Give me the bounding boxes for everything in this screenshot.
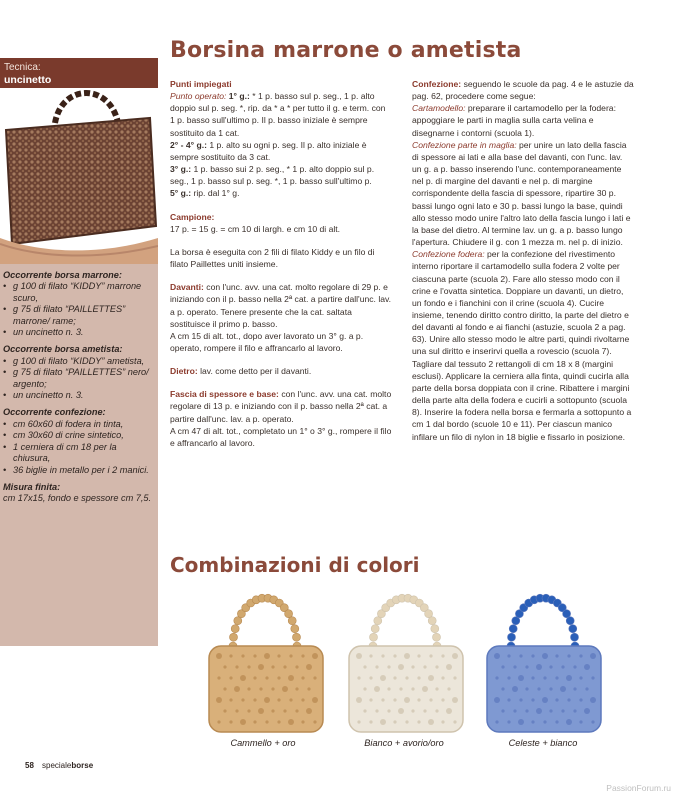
sequin [579,698,582,701]
list-item: • un uncinetto n. 3. [3,327,155,338]
list-item: • g 100 di filato “KIDDY” marrone scuro, [3,281,155,304]
punto-operato-row-3 [170,163,392,187]
sequin [411,665,414,668]
dietro-paragraph [170,365,392,377]
sequin [585,687,588,690]
sequin [518,675,524,681]
sequin [543,676,546,679]
sequin [264,697,270,703]
sequin [519,698,522,701]
sequin [265,676,268,679]
sequin [501,709,504,712]
sequin [531,698,534,701]
sequin [380,719,386,725]
sequin [307,687,310,690]
sequin [271,687,274,690]
sequin [381,654,384,657]
sequin [363,665,366,668]
sequin [452,653,458,659]
sequin [513,709,516,712]
sequin [393,720,396,723]
bag-illustration [349,594,463,732]
sequin [241,698,244,701]
sequin [494,697,500,703]
punti-heading: Punti impiegati [170,79,232,89]
sequin [494,653,500,659]
sequin [537,687,540,690]
caption-cammello: Cammello + oro [230,738,296,748]
bead [293,633,301,641]
campione-heading: Campione: [170,211,215,222]
combinazioni-title: Combinazioni di colori [170,553,420,577]
bead [428,617,436,625]
sequin [288,719,294,725]
sequin [399,687,402,690]
misura-text: cm 17x15, fondo e spessore cm 7,5. [3,493,152,504]
punto-operato-row-1 [170,90,392,139]
sequin [393,698,396,701]
sequin [531,676,534,679]
sequin [555,654,558,657]
sequin [295,687,298,690]
sequin [277,720,280,723]
bead [370,633,378,641]
sequin [404,653,410,659]
intro-text: La borsa è eseguita con 2 fili di filato Kiddy e un filo di filato Paillettes uniti insieme. [170,246,375,270]
sequin [240,719,246,725]
sequin [566,675,572,681]
sequin [235,709,238,712]
confezione-label: Confezione: [412,79,462,89]
list-item: • cm 30x60 di crine sintetico, [3,430,155,441]
caption-celeste: Celeste + bianco [508,738,578,748]
sequin [531,654,534,657]
sequin [452,697,458,703]
sequin [241,654,244,657]
g24-label: 2° - 4° g.: [170,139,207,150]
sequin [258,708,264,714]
page-number: 58 [25,761,34,770]
cartamodello-paragraph [412,102,634,138]
sequin [282,686,288,692]
dietro-label: Dietro: [170,366,198,377]
bead [508,633,516,641]
sequin [312,697,318,703]
sequin [555,676,558,679]
sequin [216,653,222,659]
sequin [591,676,594,679]
bead [569,625,577,633]
bead [371,625,379,633]
sequin [441,698,444,701]
sequin [247,665,250,668]
sequin [283,665,286,668]
sequin [513,665,516,668]
sequin [507,654,510,657]
sequin [234,686,240,692]
g3-text: 1 p. basso sui 2 p. seg., * 1 p. alto doppio sul p. seg., 1 p. basso sul p. seg. *, 1 p. basso sull'ultimo p. [170,164,375,187]
sequin [495,676,498,679]
sequin [380,675,386,681]
g24-text: 1 p. alto su ogni p. seg. Il p. alto iniziale è sempre sostituito da 3 cat. [170,139,367,162]
sequin [306,708,312,714]
sequin [387,709,390,712]
list-item: • cm 60x60 di fodera in tinta, [3,419,155,430]
fodera-text: per la confezione del rivestimento interno riportare il cartamodello sulla fodera 2 volte per ciascuna parte (scuola 2). Fare allo stesso modo con il crine e l'ovatta sintetica. Doppiare un davanti, un dietro, un fondo e i fianchini con il crine (scuola 4). Cucire insieme, tenendo diritto contro diritto, la parte del dietro e del davanti al fondo e ai fianchi (astuzie, scuola 2 a pag. 63). Unire allo stesso modo le altre parti, quindi rivoltarne una sul diritto e inserirvi quella a rovescio (scuola 7). Tagliare dal tessuto 2 rettangoli di cm 18 x 8 (margini esclusi). Applicare la cerniera alla finta, quindi cucirla alla parte della borsa doppiata con il crine. Ribattere i margini della parte alta della fodera e cucirli a sottopunto (scuola 8). Inserire la fodera nella borsa e fermarla a sottopunto a cm 1 dal bordo (scuole 10 e 11). Per ciascun manico infilare un filo di nylon in 18 biglie e fissarlo in posizione. [412,249,632,442]
sequin [579,654,582,657]
sequin [590,697,596,703]
sequin [405,676,408,679]
parte-maglia-label: Confezione parte in maglia: [412,139,517,150]
bead [509,625,517,633]
sequin [584,664,590,670]
sequin [277,654,280,657]
sequin [518,719,524,725]
sequin [223,665,226,668]
sequin [369,720,372,723]
fascia-label: Fascia di spessore e base: [170,389,279,400]
sequin [229,676,232,679]
sequin [223,687,226,690]
davanti-paragraph [170,281,392,330]
punto-operato-label: Punto operato: [170,91,227,102]
confezione-paragraph [412,78,634,102]
sequin [363,687,366,690]
bag-photo [0,88,158,264]
instructions-column-1 [170,78,392,449]
sequin [381,698,384,701]
list-item: • g 100 di filato “KIDDY” ametista, [3,356,155,367]
sequin [271,709,274,712]
sequin [555,698,558,701]
sequin [357,720,360,723]
sequin [217,676,220,679]
cartamodello-text: preparare il cartamodello per la fodera: appoggiare le parti in maglia sulla carta velina e disegnarne i contorni (scuola 1). [412,103,616,138]
sequin [519,654,522,657]
page-title: Borsina marrone o ametista [170,38,522,63]
sequin [567,654,570,657]
list-item: • g 75 di filato “PAILLETTES” nero/ argento; [3,367,155,390]
sequin [247,709,250,712]
sequin [549,709,552,712]
g1-label: 1° g.: [228,91,250,102]
cartamodello-label: Cartamodello: [412,103,466,114]
sequin [542,653,548,659]
sequin [301,698,304,701]
sequin [369,676,372,679]
parte-maglia-text: per unire un lato della fascia di spessore ai lati e alla base del davanti, con l'unc. lav. un g. a p. basso inserendo l'unc. contemporaneamente nel p. di margine del davanti e nel p. di margine corrispondente della fascia di spessore, ripartire 30 p. bassi lungo ogni lato e 30 p. bassi lungo la base, quindi allo stesso modo unire l'altro lato della fascia lungo i lati e la base del dietro. Al termine lav. un g. a p. basso lungo l'apertura. Chiudere il g. con 1 mezza m. nel p. di inizio. [412,139,631,248]
sequin [223,709,226,712]
sequin [271,665,274,668]
tecnica-label: Tecnica: [4,62,41,73]
sequin [573,709,576,712]
sidebar-materials [3,270,155,505]
bead [291,625,299,633]
sequin [253,654,256,657]
g3-label: 3° g.: [170,164,192,175]
sequin [398,708,404,714]
sequin [561,665,564,668]
g5-label: 5° g.: [170,188,192,199]
sequin [301,720,304,723]
sequin [288,675,294,681]
sequin [229,654,232,657]
watermark: PassionForum.ru [606,783,671,793]
sequin [441,720,444,723]
sequin [289,654,292,657]
bag-illustration [209,594,323,732]
punto-operato-row-2 [170,139,392,163]
sequin [536,664,542,670]
sequin [411,687,414,690]
sequin [536,708,542,714]
sequin [393,676,396,679]
sequin [295,665,298,668]
sequin [417,720,420,723]
color-combinations-illustration [205,592,625,742]
sequin [369,698,372,701]
sequin [501,665,504,668]
sequin [579,676,582,679]
sequin [313,720,316,723]
sequin [428,719,434,725]
brown-bag-image [0,88,158,264]
fodera-label: Confezione fodera: [412,249,485,260]
tecnica-value: uncinetto [4,74,52,86]
sequin [428,675,434,681]
sequin [313,676,316,679]
sequin [398,664,404,670]
davanti-label: Davanti: [170,282,204,293]
bead [571,633,579,641]
sequin [374,686,380,692]
sequin [512,686,518,692]
fodera-paragraph [412,248,634,443]
sequin [507,698,510,701]
sequin [435,687,438,690]
sequin [283,709,286,712]
parte-maglia-paragraph [412,139,634,248]
sequin [387,687,390,690]
sequin [429,698,432,701]
sequin [229,698,232,701]
sequin [216,697,222,703]
sequin [289,698,292,701]
sequin [417,676,420,679]
sequin [258,664,264,670]
sequin [229,720,232,723]
sequin [525,687,528,690]
sequin [404,697,410,703]
sequin [253,698,256,701]
sequin [405,720,408,723]
list-marrone [3,281,155,338]
davanti-text: con l'unc. avv. una cat. molto regolare di 29 p. e iniziando con il p. basso nella 2ª cat. a partire dall'unc. lav. a p. operato. Tenere presente che la cat. saltata sostituisce il primo p. basso. [170,282,392,329]
sequin [453,720,456,723]
sequin [235,665,238,668]
sequin [301,676,304,679]
bag-illustration [487,594,601,732]
sequin [312,653,318,659]
sequin [573,687,576,690]
list-item: • un uncinetto n. 3. [3,390,155,401]
sequin [363,709,366,712]
bead [231,625,239,633]
sequin [247,687,250,690]
sequin [217,720,220,723]
sequin [566,719,572,725]
sequin [375,665,378,668]
davanti-text-2: A cm 15 di alt. tot., dopo aver lavorato un 3° g. a p. operato, rompere il filo e affrancarlo al lavoro. [170,330,364,353]
sequin [555,720,558,723]
sequin [357,676,360,679]
punto-operato-row-4 [170,187,392,199]
sequin [560,686,566,692]
sequin [549,665,552,668]
sequin [584,708,590,714]
sequin [306,664,312,670]
list-confezione [3,419,155,476]
sequin [446,708,452,714]
sequin [590,653,596,659]
sequin [277,676,280,679]
sequin [447,687,450,690]
sequin [507,720,510,723]
sequin [356,653,362,659]
sequin [453,676,456,679]
list-item: • 36 biglie in metallo per i 2 manici. [3,465,155,476]
sequin [591,720,594,723]
bead [431,625,439,633]
sequin [417,654,420,657]
sequin [573,665,576,668]
sequin [567,698,570,701]
sequin [375,709,378,712]
sequin [525,709,528,712]
sequin [369,654,372,657]
section-heading-confezione: Occorrente confezione: [3,407,106,418]
sequin [446,664,452,670]
sequin [387,665,390,668]
sequin [531,720,534,723]
sequin [543,720,546,723]
section-heading-ametista: Occorrente borsa ametista: [3,344,123,355]
fascia-paragraph [170,388,392,424]
sequin [435,709,438,712]
sequin [417,698,420,701]
sequin [411,709,414,712]
sequin [441,654,444,657]
sequin [295,709,298,712]
sequin [561,709,564,712]
sequin [441,676,444,679]
sequin [240,675,246,681]
misura-heading: Misura finita: [3,481,61,492]
bead [288,617,296,625]
sequin [301,654,304,657]
sequin [264,653,270,659]
list-item: • g 75 di filato “PAILLETTES” marrone/ rame; [3,304,155,327]
sequin [253,720,256,723]
caption-bianco: Bianco + avorio/oro [364,738,444,748]
sequin [277,698,280,701]
sequin [501,687,504,690]
sequin [542,697,548,703]
magazine-name [42,761,93,770]
dietro-text: lav. come detto per il davanti. [200,366,312,377]
sequin [423,665,426,668]
sequin [429,654,432,657]
magazine-suffix: borse [71,761,94,770]
tecnica-box [0,58,158,88]
sequin [356,697,362,703]
bead [433,633,441,641]
bead [566,617,574,625]
sequin [435,665,438,668]
sequin [259,687,262,690]
fascia-text-2: A cm 47 di alt. tot., completato un 1° o 3° g., rompere il filo e affrancarlo al lavoro. [170,425,392,448]
section-heading-marrone: Occorrente borsa marrone: [3,270,122,280]
fascia-text: con l'unc. avv. una cat. molto regolare di 13 p. e iniziando con il p. basso nella 2ª cat. a partire dall'unc. lav. a p. operato. [170,389,392,424]
bead [230,633,238,641]
g1-text: * 1 p. basso sul p. seg., 1 p. alto doppio sul p. seg. *, rip. da * a * per tutto il g. e term. con 1 p. basso sull'ultimo p. Il p. basso iniziale è sempre sostituito da 1 cat. [170,91,386,138]
sequin [549,687,552,690]
instructions-column-2 [412,78,634,443]
sequin [253,676,256,679]
sequin [507,676,510,679]
confezione-text: seguendo le scuole da pag. 4 e le astuzie da pag. 62, procedere come segue: [412,79,634,102]
sequin [422,686,428,692]
campione-text: 17 p. = 15 g. = cm 10 di largh. e cm 10 di alt. [170,223,341,234]
magazine-prefix: speciale [42,761,72,770]
list-ametista [3,356,155,402]
sequin [393,654,396,657]
list-item: • 1 cerniera di cm 18 per la chiusura, [3,442,155,465]
g5-text: rip. dal 1° g. [193,188,240,199]
sequin [265,720,268,723]
sequin [495,720,498,723]
sequin [423,709,426,712]
sequin [525,665,528,668]
sequin [579,720,582,723]
